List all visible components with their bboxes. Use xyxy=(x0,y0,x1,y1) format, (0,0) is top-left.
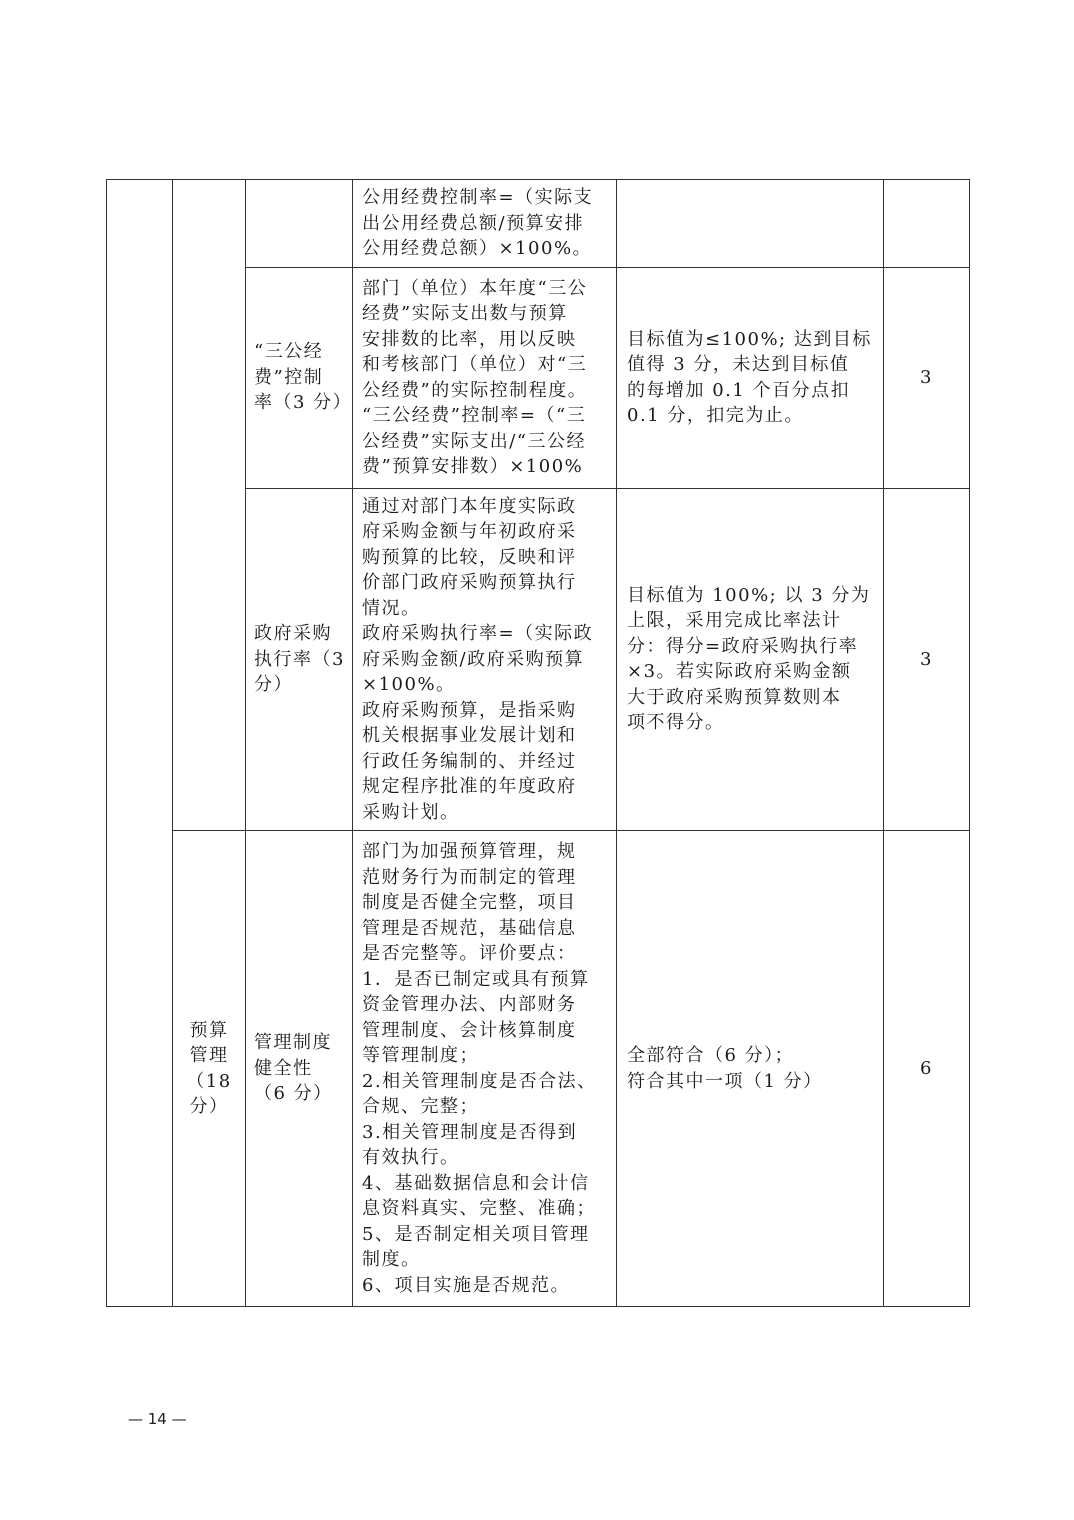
indicator-line: （6 分） xyxy=(254,1083,333,1105)
score-cell: 6 xyxy=(884,831,970,1307)
indicator-line: 健全性 xyxy=(254,1057,313,1079)
indicator-description-cell xyxy=(353,831,617,1307)
desc-line: 3.相关管理制度是否得到 xyxy=(362,1121,578,1143)
desc-line: 出公用经费总额/预算安排 xyxy=(362,212,585,234)
score-cell: 3 xyxy=(884,488,970,831)
category-line: 分） xyxy=(189,1096,229,1117)
evaluation-table-container xyxy=(106,179,970,1307)
desc-line: 费”预算安排数）×100% xyxy=(362,456,584,477)
category-line: 管理 xyxy=(189,1045,229,1066)
indicator-line: 分） xyxy=(254,674,293,695)
desc-line: “三公经费”控制率=（“三 xyxy=(362,405,587,426)
indicator-line: 费”控制 xyxy=(254,366,324,388)
indicator-line: 政府采购 xyxy=(254,623,332,644)
standard-line: ×3。若实际政府采购金额 xyxy=(627,661,852,683)
standard-line: 目标值为 100%; 以 3 分为 xyxy=(627,584,871,606)
desc-line: 和考核部门（单位）对“三 xyxy=(362,354,588,375)
desc-line: 公经费”实际支出/“三公经 xyxy=(362,430,586,452)
desc-line: 规定程序批准的年度政府 xyxy=(362,776,577,797)
table-row xyxy=(107,180,970,268)
desc-line: 公经费”的实际控制程度。 xyxy=(362,379,588,401)
standard-line: 分：得分=政府采购执行率 xyxy=(627,635,859,657)
desc-line: 机关根据事业发展计划和 xyxy=(362,725,577,746)
standard-line: 全部符合（6 分）； xyxy=(627,1045,795,1066)
scoring-standard-cell xyxy=(617,267,884,488)
indicator-description-cell xyxy=(353,488,617,831)
table-row xyxy=(107,831,970,1307)
desc-line: 部门为加强预算管理，规 xyxy=(362,841,577,862)
standard-line: 上限，采用完成比率法计 xyxy=(627,610,842,632)
standard-line: 符合其中一项（1 分） xyxy=(627,1070,823,1092)
desc-line: 息资料真实、完整、准确； xyxy=(362,1198,596,1219)
category-line: （18 xyxy=(186,1070,232,1092)
standard-line: 大于政府采购预算数则本 xyxy=(627,686,842,708)
category-line: 预算 xyxy=(189,1019,229,1041)
desc-line: 行政任务编制的、并经过 xyxy=(362,750,577,772)
desc-line: 安排数的比率，用以反映 xyxy=(362,328,577,350)
category-cell xyxy=(173,831,246,1307)
desc-line: 府采购金额与年初政府采 xyxy=(362,521,577,542)
desc-line: ×100%。 xyxy=(362,674,456,695)
desc-line: 采购计划。 xyxy=(362,801,460,823)
desc-line: 府采购金额/政府采购预算 xyxy=(362,648,585,670)
indicator-description-cell xyxy=(353,267,617,488)
desc-line: 公用经费总额）×100%。 xyxy=(362,238,593,259)
desc-line: 有效执行。 xyxy=(362,1147,460,1168)
desc-line: 制度。 xyxy=(362,1249,421,1270)
desc-line: 政府采购预算，是指采购 xyxy=(362,699,577,721)
desc-line: 购预算的比较，反映和评 xyxy=(362,546,577,568)
desc-line: 合规、完整； xyxy=(362,1096,479,1117)
desc-line: 情况。 xyxy=(362,597,421,619)
score-cell xyxy=(884,180,970,268)
score-cell: 3 xyxy=(884,267,970,488)
desc-line: 是否完整等。评价要点： xyxy=(362,943,577,964)
desc-line: 2.相关管理制度是否合法、 xyxy=(362,1070,597,1092)
indicator-description-cell xyxy=(353,180,617,268)
desc-line: 4、基础数据信息和会计信 xyxy=(362,1172,590,1194)
desc-line: 范财务行为而制定的管理 xyxy=(362,866,577,888)
desc-line: 资金管理办法、内部财务 xyxy=(362,994,577,1015)
scoring-standard-cell xyxy=(617,180,884,268)
desc-line: 政府采购执行率=（实际政 xyxy=(362,623,594,644)
desc-line: 通过对部门本年度实际政 xyxy=(362,495,577,517)
desc-line: 1．是否已制定或具有预算 xyxy=(362,968,590,990)
standard-line: 项不得分。 xyxy=(627,712,725,734)
standard-line: 目标值为≤100%; 达到目标 xyxy=(627,328,872,350)
desc-line: 经费”实际支出数与预算 xyxy=(362,303,568,324)
standard-line: 值得 3 分，未达到目标值 xyxy=(627,354,850,375)
indicator-line: “三公经 xyxy=(254,341,324,363)
desc-line: 管理是否规范，基础信息 xyxy=(362,917,577,939)
desc-line: 价部门政府采购预算执行 xyxy=(362,572,577,593)
indicator-line: 执行率（3 xyxy=(254,648,345,670)
desc-line: 管理制度、会计核算制度 xyxy=(362,1019,577,1041)
indicator-name-cell xyxy=(246,831,353,1307)
evaluation-table xyxy=(106,179,970,1307)
standard-line: 0.1 分，扣完为止。 xyxy=(627,405,804,426)
desc-line: 等管理制度； xyxy=(362,1045,479,1066)
first-level-indicator-cell xyxy=(107,180,173,1307)
page-number: — 14 — xyxy=(128,1410,187,1428)
desc-line: 6、项目实施是否规范。 xyxy=(362,1274,570,1296)
scoring-standard-cell xyxy=(617,488,884,831)
desc-line: 制度是否健全完整，项目 xyxy=(362,892,577,913)
indicator-line: 管理制度 xyxy=(254,1032,332,1054)
indicator-name-cell xyxy=(246,267,353,488)
third-level-indicator-cell-continued xyxy=(246,180,353,268)
desc-line: 公用经费控制率=（实际支 xyxy=(362,187,594,208)
desc-line: 部门（单位）本年度“三公 xyxy=(362,277,588,299)
second-level-indicator-cell-continued xyxy=(173,180,246,831)
indicator-line: 率（3 分） xyxy=(254,392,353,414)
scoring-standard-cell xyxy=(617,831,884,1307)
indicator-name-cell xyxy=(246,488,353,831)
desc-line: 5、是否制定相关项目管理 xyxy=(362,1223,590,1245)
standard-line: 的每增加 0.1 个百分点扣 xyxy=(627,379,851,401)
